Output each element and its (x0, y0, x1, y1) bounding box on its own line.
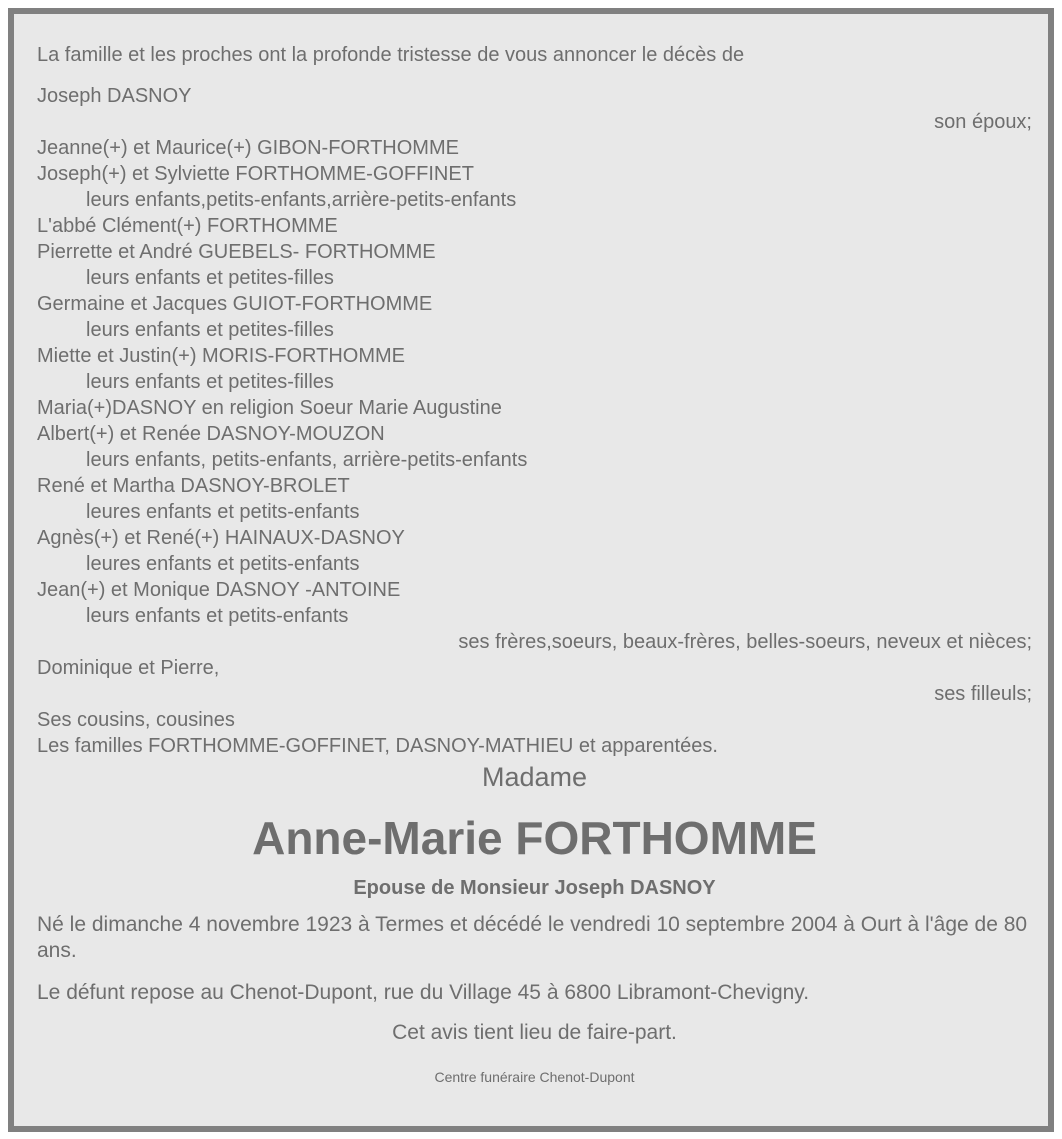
mourner-line: leurs enfants et petits-enfants (86, 605, 349, 627)
husband-name: Joseph DASNOY (37, 85, 192, 107)
deceased-name: Anne-Marie FORTHOMME (252, 812, 817, 864)
mourner-line: Dominique et Pierre, (37, 657, 220, 679)
mourner-line: Jean(+) et Monique DASNOY -ANTOINE (37, 579, 401, 601)
intro-text: La famille et les proches ont la profonde tristesse de vous annoncer le décès de (37, 44, 745, 66)
mourner-line: leures enfants et petits-enfants (86, 553, 360, 575)
mourner-line: leurs enfants et petites-filles (86, 267, 334, 289)
funeral-home-credit: Centre funéraire Chenot-Dupont (434, 1069, 635, 1085)
mourner-line: L'abbé Clément(+) FORTHOMME (37, 215, 338, 237)
title-madame: Madame (481, 762, 588, 792)
mourner-line: Joseph(+) et Sylviette FORTHOMME-GOFFINET (37, 163, 474, 185)
mourner-line: leurs enfants,petits-enfants,arrière-petits-enfants (86, 189, 517, 211)
mourner-line: Agnès(+) et René(+) HAINAUX-DASNOY (37, 527, 405, 549)
mourner-line: leurs enfants et petites-filles (86, 319, 334, 341)
mourner-line: Ses cousins, cousines (37, 709, 235, 731)
notice-text: Cet avis tient lieu de faire-part. (392, 1021, 677, 1044)
mourner-line: Jeanne(+) et Maurice(+) GIBON-FORTHOMME (37, 137, 459, 159)
mourner-line: ses frères,soeurs, beaux-frères, belles-soeurs, neveux et nièces; (458, 631, 1032, 653)
birth-death-dates: Né le dimanche 4 novembre 1923 à Termes et décédé le vendredi 10 septembre 2004 à Ourt à l'âge de 80 ans. (37, 913, 1028, 962)
mourner-line: Albert(+) et Renée DASNOY-MOUZON (37, 423, 385, 445)
mourner-list (37, 109, 1032, 759)
mourner-line: Germaine et Jacques GUIOT-FORTHOMME (37, 293, 433, 315)
mourner-line: Miette et Justin(+) MORIS-FORTHOMME (37, 345, 406, 367)
mourner-line: Maria(+)DASNOY en religion Soeur Marie Augustine (37, 397, 502, 419)
mourner-line: Pierrette et André GUEBELS- FORTHOMME (37, 241, 436, 263)
resting-place: Le défunt repose au Chenot-Dupont, rue du Village 45 à 6800 Libramont-Chevigny. (37, 981, 810, 1004)
obituary-notice (8, 8, 1054, 1132)
mourner-line: leurs enfants, petits-enfants, arrière-petits-enfants (86, 449, 528, 471)
mourner-line: René et Martha DASNOY-BROLET (37, 475, 350, 497)
spouse-line: Epouse de Monsieur Joseph DASNOY (353, 877, 716, 899)
mourner-line: son époux; (934, 111, 1032, 133)
mourner-line: leures enfants et petits-enfants (86, 501, 360, 523)
mourner-line: Les familles FORTHOMME-GOFFINET, DASNOY-MATHIEU et apparentées. (37, 735, 718, 757)
mourner-line: ses filleuls; (934, 683, 1032, 705)
mourner-line: leurs enfants et petites-filles (86, 371, 334, 393)
